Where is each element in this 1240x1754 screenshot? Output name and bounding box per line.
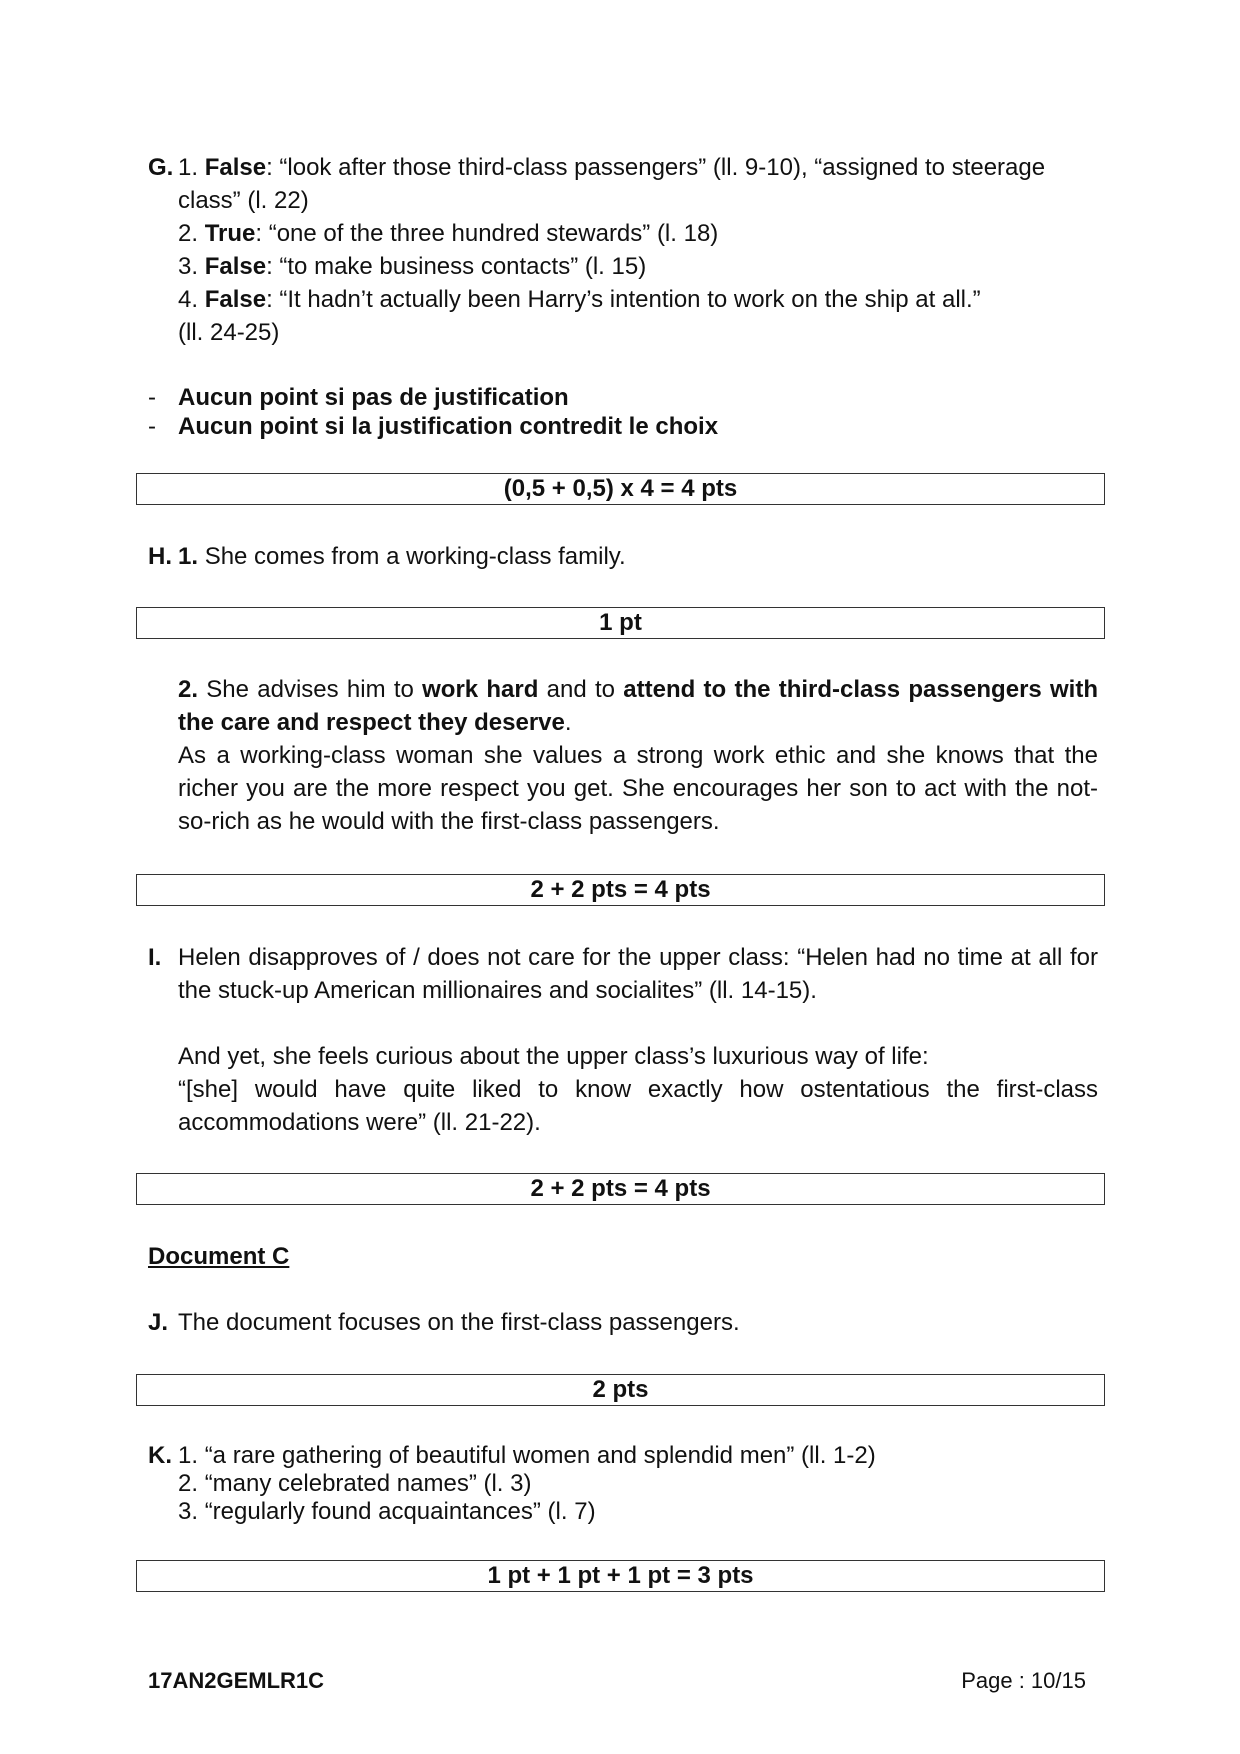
k-item-2: 2. “many celebrated names” (l. 3) (178, 1470, 532, 1497)
i-paragraph-2-line-2: “[she] would have quite liked to know exactly how ostentatious the first-class accommodations were” (ll. 21-22). (178, 1076, 1098, 1136)
document-code: 17AN2GEMLR1C (148, 1668, 325, 1693)
page-number: Page : 10/15 (961, 1668, 1086, 1693)
g-item-2: 2. True: “one of the three hundred stewards” (l. 18) (178, 220, 719, 247)
section-k (148, 1442, 1098, 1526)
h-question-2 (148, 673, 1098, 838)
g-item-4: 4. False: “It hadn’t actually been Harry’s intention to work on the ship at all.” (178, 286, 981, 313)
score-box-j: 2 pts (136, 1374, 1105, 1406)
h-question-1: H. 1. She comes from a working-class family. (148, 543, 626, 570)
g-rule-2: - Aucun point si la justification contredit le choix (148, 413, 719, 440)
score-box-g: (0,5 + 0,5) x 4 = 4 pts (136, 473, 1105, 505)
i-paragraph-1: Helen disapproves of / does not care for the upper class: “Helen had no time at all for the stuck-up American millionaires and socialites” (ll. 14-15). (178, 944, 1098, 1004)
i-paragraph-2-line-1: And yet, she feels curious about the upper class’s luxurious way of life: (178, 1043, 929, 1070)
score-box-h1: 1 pt (136, 607, 1105, 639)
score-box-k: 1 pt + 1 pt + 1 pt = 3 pts (136, 1560, 1105, 1592)
score-box-h2: 2 + 2 pts = 4 pts (136, 874, 1105, 906)
section-j: J. The document focuses on the first-class passengers. (148, 1309, 740, 1336)
g-rule-1: - Aucun point si pas de justification (148, 384, 569, 411)
score-box-i: 2 + 2 pts = 4 pts (136, 1173, 1105, 1205)
section-g (148, 151, 1098, 349)
g-item-4-cont: (ll. 24-25) (178, 319, 280, 346)
g-item-3: 3. False: “to make business contacts” (l. 15) (178, 253, 647, 280)
g-item-1-cont: class” (l. 22) (178, 187, 309, 214)
g-rules (148, 383, 1098, 441)
k-item-1: K. 1. “a rare gathering of beautiful women and splendid men” (ll. 1-2) (148, 1442, 876, 1469)
g-item-1: G. 1. False: “look after those third-class passengers” (ll. 9-10), “assigned to steerage (148, 154, 1046, 181)
h-q2-answer: 2. She advises him to work hard and to attend to the third-class passengers with the care and respect they deserve. (178, 676, 1099, 736)
k-item-3: 3. “regularly found acquaintances” (l. 7) (178, 1498, 596, 1525)
h-q2-paragraph: As a working-class woman she values a strong work ethic and she knows that the richer you are the more respect you get. She encourages her son to act with the not-so-rich as he would with the first-class passengers. (178, 742, 1098, 835)
document-c-heading: Document C (148, 1243, 290, 1270)
section-i: I. Helen disapproves of / does not care for the upper class: “Helen had no time at all for the stuck-up American millionaires and socialites” (ll. 14-15). And yet, she feels curious about the upper class’s luxurious way of life: “[she] would have quite liked to know exactly how ostentatious the first-class accommodations were” (ll. 21-22). (148, 941, 1098, 1139)
